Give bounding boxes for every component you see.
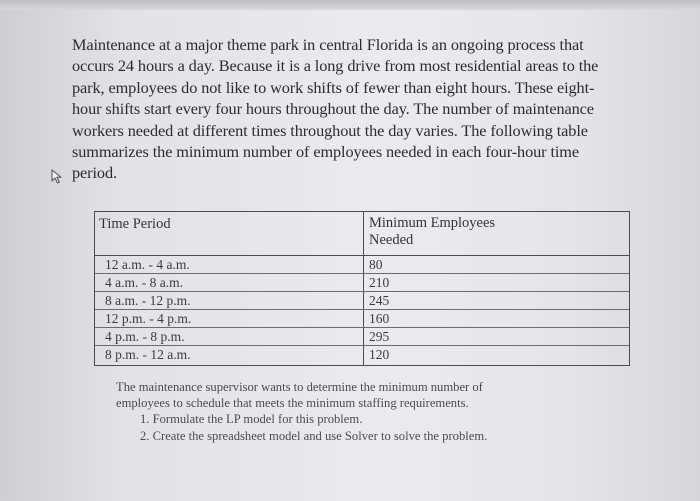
problem-line: park, employees do not like to work shifts of fewer than eight hours. These eight- [72,77,595,97]
cell-time-period: 8 p.m. - 12 a.m. [105,347,191,362]
cell-min-employees: 295 [369,329,390,344]
problem-line: summarizes the minimum number of employees needed in each four-hour time [72,142,579,162]
problem-line: period. [72,163,117,183]
table-row [95,328,629,346]
screen-top-edge [0,0,700,10]
table-header-row [95,212,629,256]
table-row [95,346,629,364]
cell-time-period: 4 p.m. - 8 p.m. [105,329,185,344]
header-time-period: Time Period [99,216,171,232]
problem-statement [72,34,662,184]
cell-min-employees: 160 [369,311,390,326]
cell-min-employees: 245 [369,293,390,308]
table-row [95,274,629,292]
follow-up-line: employees to schedule that meets the minimum staffing requirements. [116,396,469,411]
problem-line: hour shifts start every four hours throughout the day. The number of maintenance [72,99,594,119]
cell-min-employees: 210 [369,275,390,290]
cell-min-employees: 80 [369,257,383,272]
table-row [95,292,629,310]
problem-line: workers needed at different times throughout the day varies. The following table [72,120,588,140]
cell-time-period: 8 a.m. - 12 p.m. [105,293,191,308]
follow-up-text [116,379,586,444]
staffing-table [94,211,630,366]
header-min-employees [369,215,495,249]
task-item: 1. Formulate the LP model for this problem. [140,412,363,427]
header-min-employees-line2: Needed [369,232,414,248]
problem-line: occurs 24 hours a day. Because it is a long drive from most residential areas to the [72,56,599,76]
task-item: 2. Create the spreadsheet model and use Solver to solve the problem. [140,428,488,443]
cell-time-period: 12 a.m. - 4 a.m. [105,257,190,272]
header-min-employees-line1: Minimum Employees [369,215,496,231]
cell-time-period: 12 p.m. - 4 p.m. [105,311,192,326]
mouse-pointer-icon [50,168,64,184]
table-row [95,310,629,328]
cell-time-period: 4 a.m. - 8 a.m. [105,275,183,290]
table-row [95,256,629,274]
follow-up-line: The maintenance supervisor wants to determine the minimum number of [116,380,483,394]
problem-line: Maintenance at a major theme park in central Florida is an ongoing process that [72,35,584,54]
cell-min-employees: 120 [369,347,390,362]
